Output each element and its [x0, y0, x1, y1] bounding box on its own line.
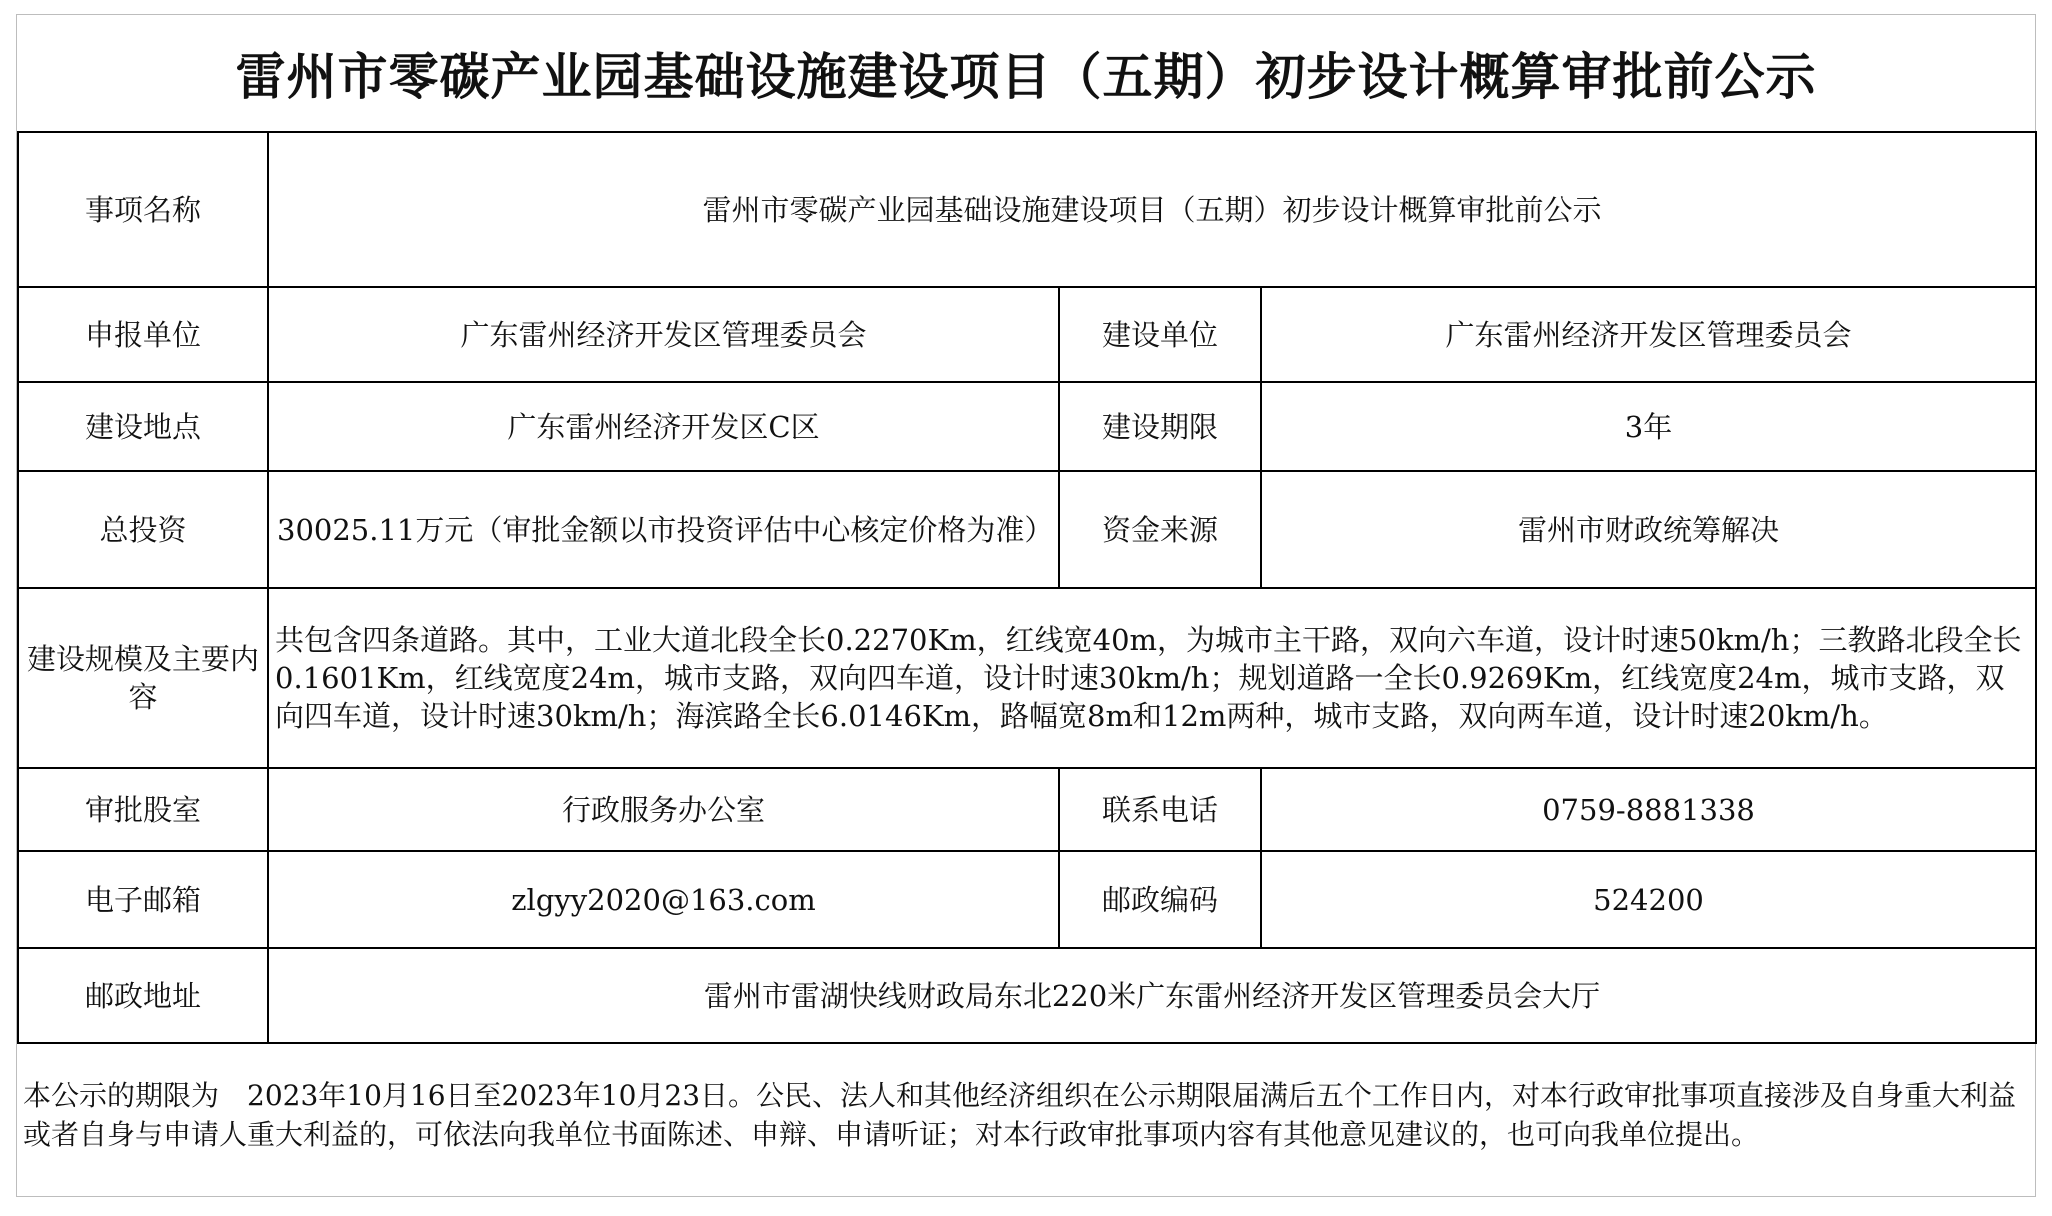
table-row	[18, 768, 2036, 851]
period-value: 3年	[1261, 382, 2036, 471]
table-row	[18, 948, 2036, 1043]
table-row	[18, 588, 2036, 768]
item-name-label: 事项名称	[18, 132, 268, 287]
builder-value: 广东雷州经济开发区管理委员会	[1261, 287, 2036, 382]
page-title: 雷州市零碳产业园基础设施建设项目（五期）初步设计概算审批前公示	[235, 48, 1817, 106]
funding-value: 雷州市财政统筹解决	[1261, 471, 2036, 588]
table-row	[18, 851, 2036, 948]
location-value: 广东雷州经济开发区C区	[268, 382, 1059, 471]
postcode-value: 524200	[1261, 851, 2036, 948]
applicant-value: 广东雷州经济开发区管理委员会	[268, 287, 1059, 382]
department-label: 审批股室	[18, 768, 268, 851]
address-value: 雷州市雷湖快线财政局东北220米广东雷州经济开发区管理委员会大厅	[268, 948, 2036, 1043]
investment-value: 30025.11万元（审批金额以市投资评估中心核定价格为准）	[268, 471, 1059, 588]
scope-value: 共包含四条道路。其中，工业大道北段全长0.2270Km，红线宽40m，为城市主干路，双向六车道，设计时速50km/h；三教路北段全长0.1601Km，红线宽度24m，城市支路，双向四车道，设计时速30km/h；规划道路一全长0.9269Km，红线宽度24m，城市支路，双向四车道，设计时速30km/h；海滨路全长6.0146Km，路幅宽8m和12m两种，城市支路，双向两车道，设计时速20km/h。	[268, 588, 2036, 768]
notice-text: 本公示的期限为 2023年10月16日至2023年10月23日。公民、法人和其他经济组织在公示期限届满后五个工作日内，对本行政审批事项直接涉及自身重大利益或者自身与申请人重大利益的，可依法向我单位书面陈述、申辩、申请听证；对本行政审批事项内容有其他意见建议的，也可向我单位提出。	[23, 1079, 2017, 1151]
scope-label: 建设规模及主要内容	[18, 588, 268, 768]
period-label: 建设期限	[1059, 382, 1261, 471]
notice-sheet	[16, 14, 2036, 1197]
phone-label: 联系电话	[1059, 768, 1261, 851]
address-label: 邮政地址	[18, 948, 268, 1043]
investment-label: 总投资	[18, 471, 268, 588]
applicant-label: 申报单位	[18, 287, 268, 382]
table-row	[18, 132, 2036, 287]
info-table	[17, 131, 2037, 1044]
table-row	[18, 382, 2036, 471]
department-value: 行政服务办公室	[268, 768, 1059, 851]
builder-label: 建设单位	[1059, 287, 1261, 382]
location-label: 建设地点	[18, 382, 268, 471]
table-row	[18, 471, 2036, 588]
postcode-label: 邮政编码	[1059, 851, 1261, 948]
table-row	[18, 287, 2036, 382]
item-name-value: 雷州市零碳产业园基础设施建设项目（五期）初步设计概算审批前公示	[268, 132, 2036, 287]
email-value: zlgyy2020@163.com	[268, 851, 1059, 948]
funding-label: 资金来源	[1059, 471, 1261, 588]
email-label: 电子邮箱	[18, 851, 268, 948]
phone-value: 0759-8881338	[1261, 768, 2036, 851]
